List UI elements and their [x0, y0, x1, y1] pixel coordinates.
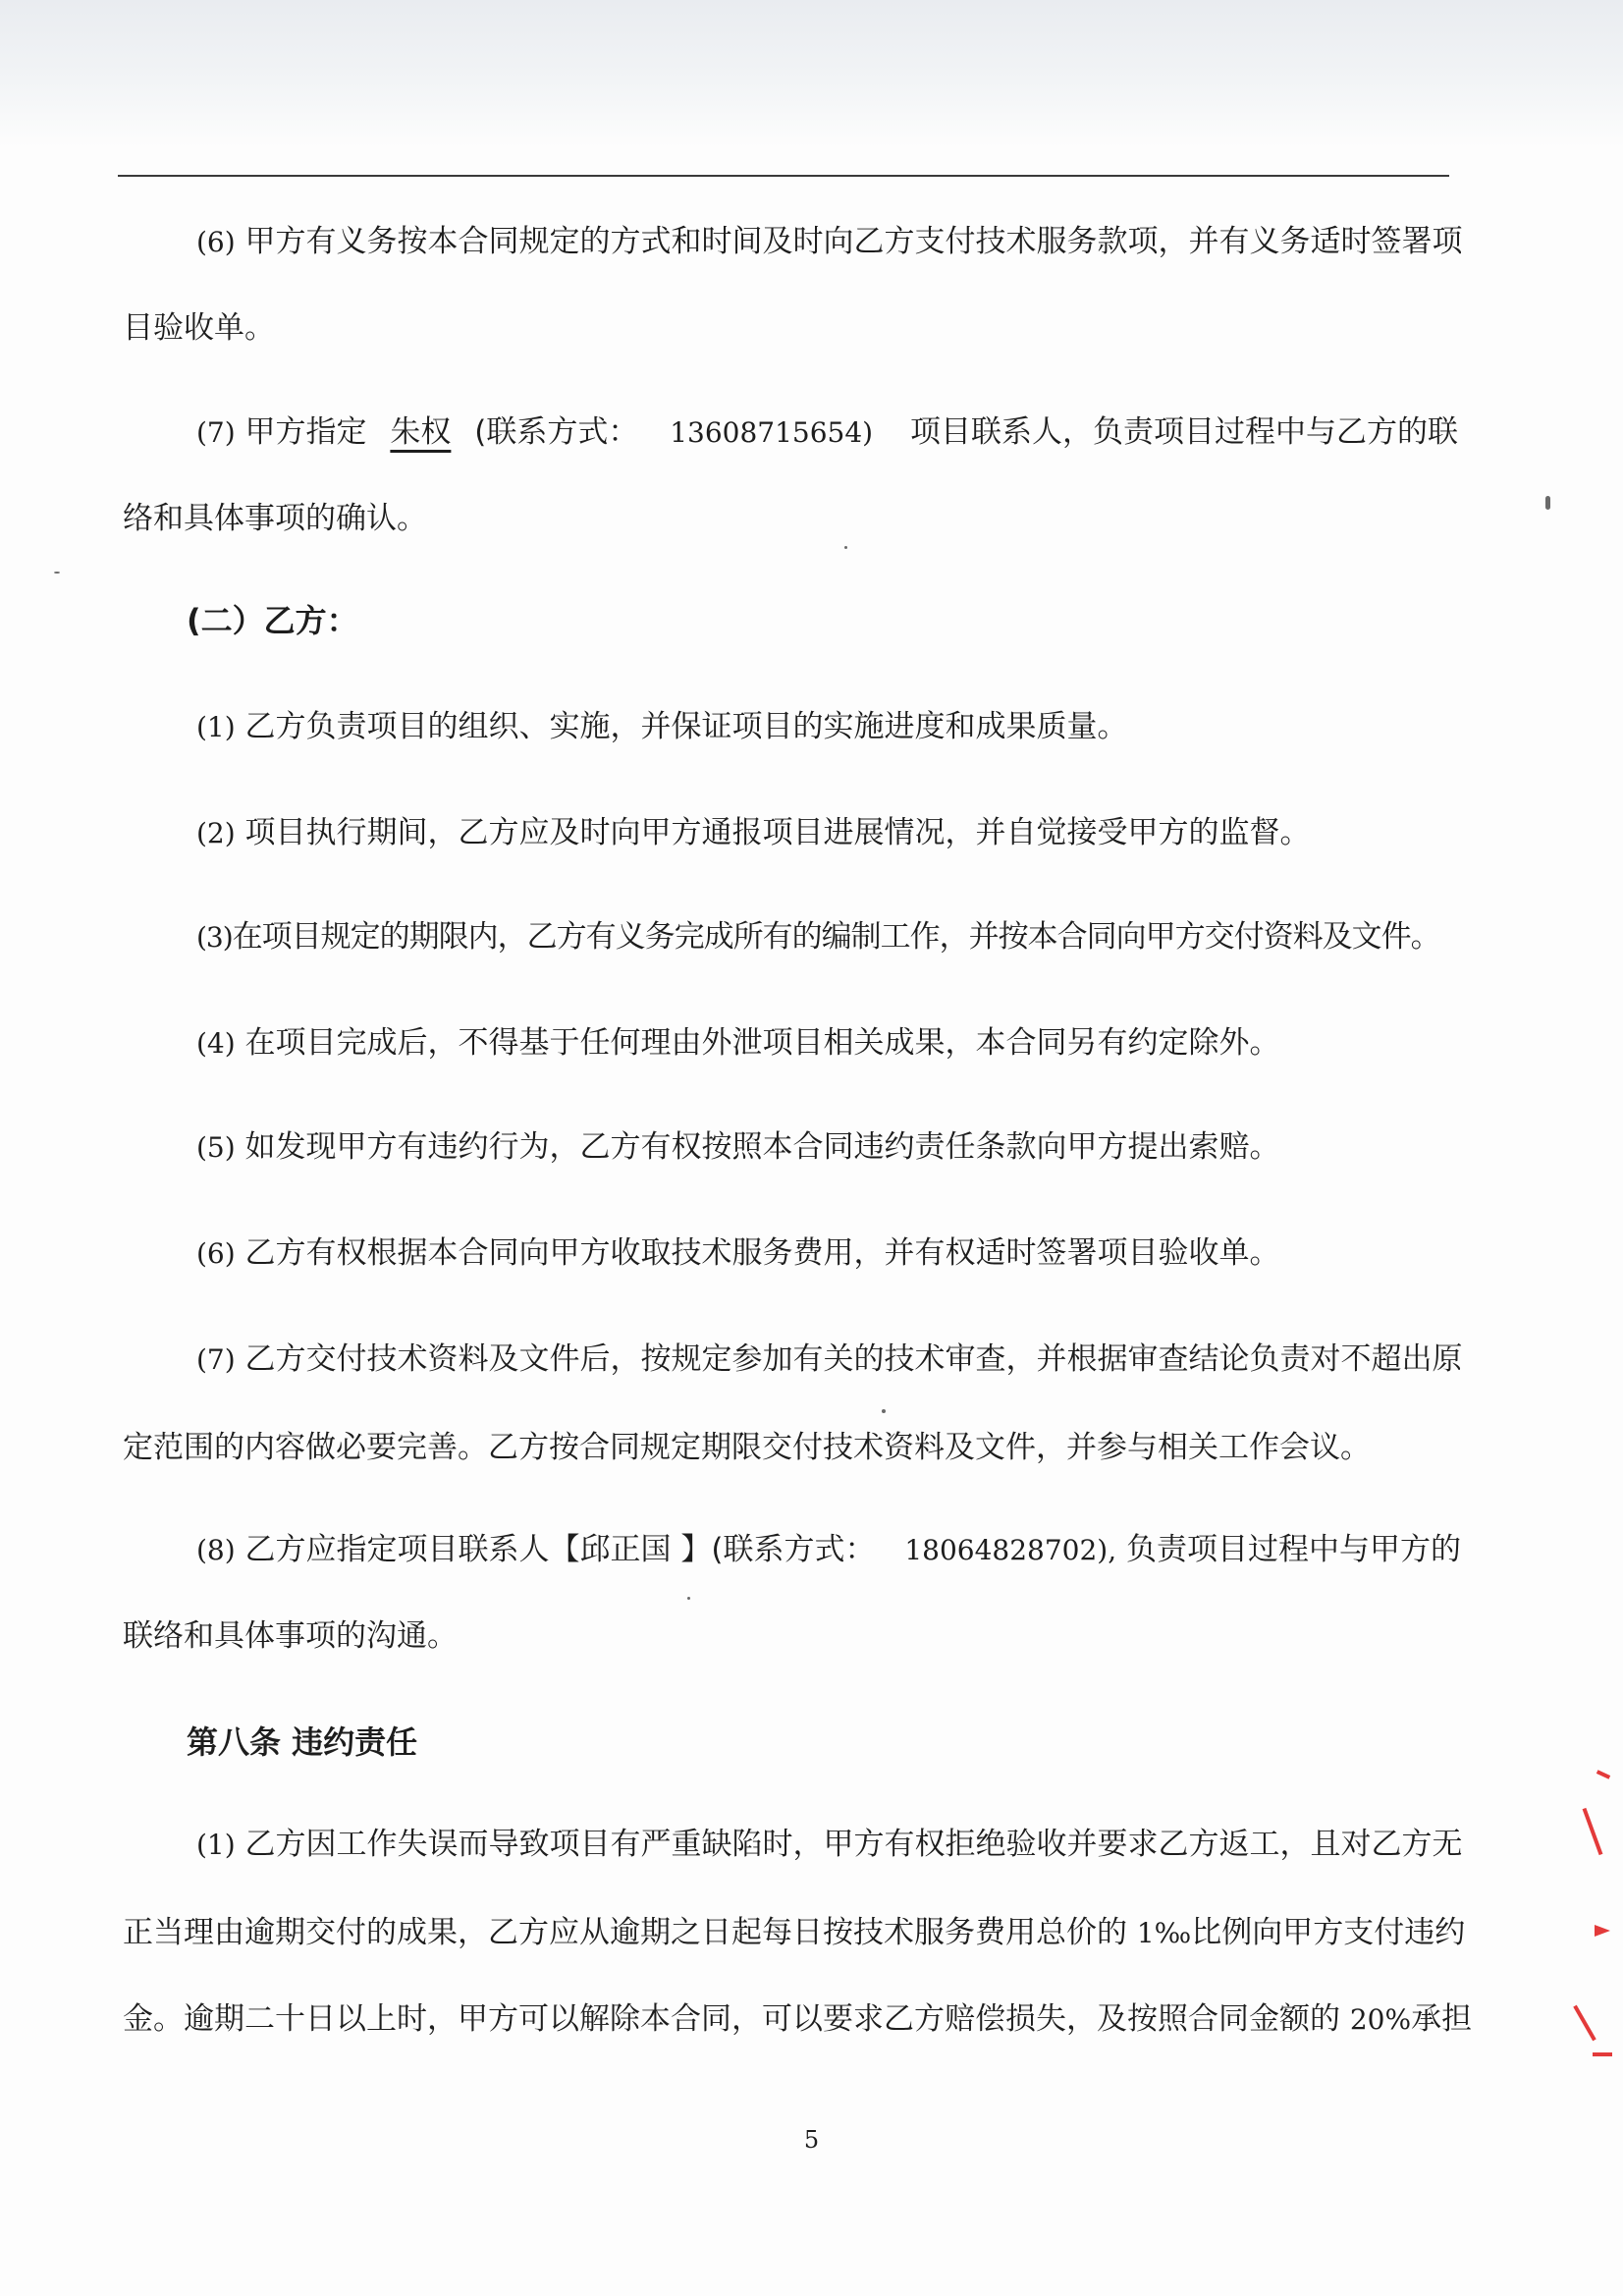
article-8-clause-1-line3	[123, 1997, 1473, 2042]
header-rule	[118, 175, 1449, 177]
item-text: 项目执行期间，乙方应及时向甲方通报项目进展情况，并自觉接受甲方的监督。	[244, 815, 1311, 850]
scan-speck	[844, 546, 847, 549]
contact-name-party-a: 朱权	[390, 414, 452, 450]
scan-speck	[1545, 496, 1550, 510]
scan-speck	[882, 1409, 886, 1413]
seal-fragment	[1573, 2005, 1596, 2042]
seal-fragment	[1595, 1925, 1610, 1937]
seal-fragment	[1583, 1808, 1603, 1855]
scan-speck	[687, 1597, 690, 1600]
seal-fragment	[1593, 2052, 1612, 2056]
item-number: (6)	[196, 1237, 236, 1270]
article-8-clause-1-line2	[123, 1911, 1466, 1955]
item-number: (3)	[196, 921, 233, 954]
party-b-item-7-line1	[196, 1338, 1463, 1382]
item-text: 负责项目过程中与甲方的	[1126, 1532, 1461, 1567]
item-text: 承担	[1411, 2001, 1473, 2037]
article-8-clause-1-line1	[196, 1823, 1463, 1867]
section-heading-party-b: (二）乙方：	[187, 602, 358, 639]
item-text: 金。逾期二十日以上时，甲方可以解除本合同，可以要求乙方赔偿损失，及按照合同金额的	[123, 2001, 1340, 2037]
item-text: 甲方指定	[244, 414, 367, 450]
seal-fragment	[1596, 1770, 1610, 1779]
party-b-item-3	[196, 915, 1448, 959]
scan-shadow	[0, 0, 1623, 147]
item-text: 乙方交付技术资料及文件后，按规定参加有关的技术审查，并根据审查结论负责对不超出原	[244, 1341, 1463, 1377]
item-text: 项目联系人，负责项目过程中与乙方的联	[909, 414, 1458, 450]
scan-speck	[54, 572, 60, 574]
item-number: (7)	[196, 416, 236, 449]
contact-phone-party-a: 13608715654)	[670, 416, 874, 449]
party-b-item-5	[196, 1125, 1448, 1170]
party-a-item-6-line2: 目验收单。	[123, 310, 275, 346]
party-b-item-4	[196, 1021, 1448, 1066]
penalty-percentage: 20%	[1349, 2003, 1412, 2036]
item-text: 乙方因工作失误而导致项目有严重缺陷时，甲方有权拒绝验收并要求乙方返工，且对乙方无	[244, 1827, 1463, 1862]
party-b-item-7-line2: 定范围的内容做必要完善。乙方按合同规定期限交付技术资料及文件，并参与相关工作会议。	[123, 1430, 1371, 1465]
item-text: 如发现甲方有违约行为，乙方有权按照本合同违约责任条款向甲方提出索赔。	[244, 1129, 1280, 1165]
party-b-item-6	[196, 1231, 1448, 1276]
item-number: (6)	[196, 226, 236, 258]
item-number: (5)	[196, 1131, 236, 1164]
item-text: 甲方有义务按本合同规定的方式和时间及时向乙方支付技术服务款项，并有义务适时签署项	[244, 224, 1463, 259]
party-b-item-1	[196, 705, 1448, 749]
contact-label: (联系方式：	[474, 414, 639, 450]
party-b-item-8-line2: 联络和具体事项的沟通。	[123, 1618, 458, 1654]
item-text: 在项目完成后，不得基于任何理由外泄项目相关成果，本合同另有约定除外。	[244, 1025, 1280, 1061]
page-number: 5	[803, 2126, 820, 2154]
item-number: (2)	[196, 817, 236, 849]
item-text: 比例向甲方支付违约	[1191, 1915, 1466, 1950]
item-text: 乙方有权根据本合同向甲方收取技术服务费用，并有权适时签署项目验收单。	[244, 1235, 1280, 1271]
item-text: 在项目规定的期限内，乙方有义务完成所有的编制工作，并按本合同向甲方交付资料及文件。	[232, 919, 1440, 955]
party-a-item-7-line2: 络和具体事项的确认。	[123, 501, 427, 536]
item-text: 正当理由逾期交付的成果，乙方应从逾期之日起每日按技术服务费用总价的	[123, 1915, 1127, 1950]
party-a-item-6-line1	[196, 220, 1463, 264]
item-text: 乙方应指定项目联系人【邱正国 】(联系方式：	[244, 1532, 876, 1567]
party-b-item-8-line1	[196, 1528, 1461, 1572]
contact-phone-party-b: 18064828702),	[904, 1534, 1117, 1566]
item-number: (1)	[196, 711, 236, 743]
party-b-item-2	[196, 811, 1448, 855]
item-text: 乙方负责项目的组织、实施，并保证项目的实施进度和成果质量。	[244, 709, 1128, 744]
penalty-rate: 1‰	[1136, 1917, 1192, 1949]
article-heading: 第八条 违约责任	[187, 1723, 418, 1761]
item-number: (7)	[196, 1343, 236, 1376]
item-number: (4)	[196, 1027, 236, 1060]
item-number: (8)	[196, 1534, 236, 1566]
party-a-item-7-line1	[196, 410, 1458, 455]
item-number: (1)	[196, 1829, 236, 1861]
